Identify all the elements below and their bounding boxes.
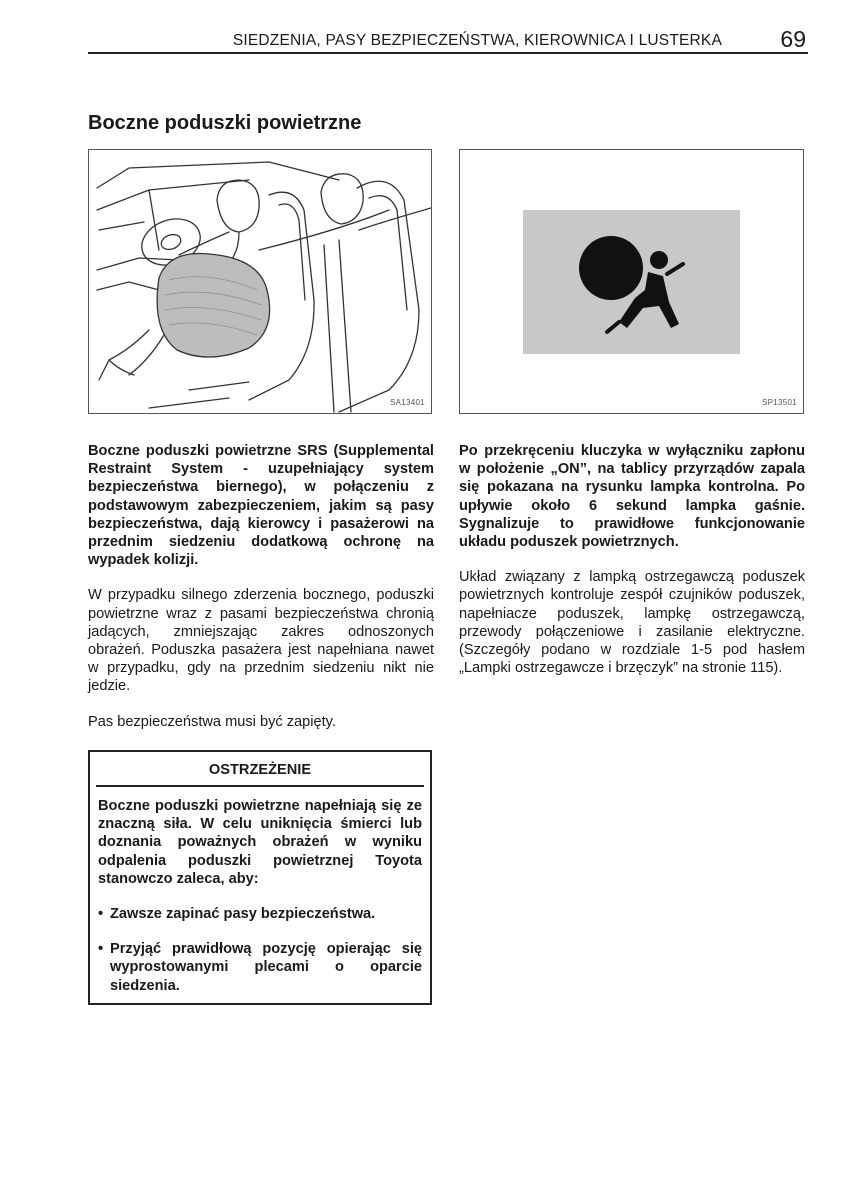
right-column (459, 442, 805, 694)
header-title: SIEDZENIA, PASY BEZPIECZEŃSTWA, KIEROWNICA I LUSTERKA (232, 32, 722, 49)
system-paragraph: Układ związany z lampką ostrzegawczą poduszek powietrznych kontroluje zespół czujników poduszek, napełniacze poduszek, lampkę ostrzegawczą, przewody połączeniowe i zasilanie elektryczne. (Szczegóły podano w rozdziale 1-5 pod hasłem „Lampki ostrzegawcze i brzęczyk” na stronie 115). (459, 569, 805, 677)
page-header (88, 28, 808, 54)
warning-lamp-figure (459, 149, 804, 414)
warning-bullet (98, 940, 422, 995)
seatbelt-paragraph: Pas bezpieczeństwa musi być zapięty. (88, 713, 336, 730)
bullet-icon: • (98, 941, 104, 958)
figure-code: SA13401 (389, 398, 425, 407)
bullet-icon: • (98, 906, 104, 923)
left-column (88, 442, 434, 748)
warning-bullet (98, 905, 422, 923)
intro-paragraph: Boczne poduszki powietrzne SRS (Supplemental Restraint System - uzupełniający system bezpieczeństwa biernego), w połączeniu z podstawowym zabezpieczeniem, jakim są pasy bezpieczeństwa, dają kierowcy i pasażerowi na przednim siedzeniu dodatkową ochronę na wypadek kolizji. (88, 443, 434, 569)
warning-bullet-text: Zawsze zapinać pasy bezpieczeństwa. (110, 906, 376, 923)
warning-bullet-text: Przyjąć prawidłową pozycję opierając się wyprostowanymi plecami o oparcie siedzenia. (110, 941, 422, 994)
side-airbag-seat-illustration-icon (89, 150, 431, 413)
warning-body (90, 787, 430, 995)
srs-airbag-warning-icon (523, 210, 740, 354)
warning-text: Boczne poduszki powietrzne napełniają się ze znaczną siła. W celu uniknięcia śmierci lub doznania poważnych obrażeń w wyniku odpalenia poduszki powietrznej Toyota stanowczo zaleca, aby: (98, 798, 422, 887)
figure-code: SP13501 (761, 398, 797, 407)
ignition-paragraph: Po przekręceniu kluczyka w wyłączniku zapłonu w położenie „ON”, na tablicy przyrządów zapala się pokazana na rysunku lampka kontrolna. Po upływie około 6 sekund lampka gaśnie. Sygnalizuje to prawidłowe funkcjonowanie układu poduszek powietrznych. (459, 443, 805, 551)
warning-title: OSTRZEŻENIE (96, 752, 424, 787)
seat-illustration-figure (88, 149, 432, 414)
side-collision-paragraph: W przypadku silnego zderzenia bocznego, poduszki powietrzne wraz z pasami bezpieczeństwa chronią jadących, zmniejszając zakres odnoszonych obrażeń. Poduszka pasażera jest napełniana nawet w przypadku, gdy na przednim siedzeniu nikt nie jedzie. (88, 587, 434, 695)
lamp-panel (523, 210, 740, 354)
page-number: 69 (780, 26, 806, 52)
section-title: Boczne poduszki powietrzne (88, 112, 362, 134)
warning-box (88, 750, 432, 1005)
